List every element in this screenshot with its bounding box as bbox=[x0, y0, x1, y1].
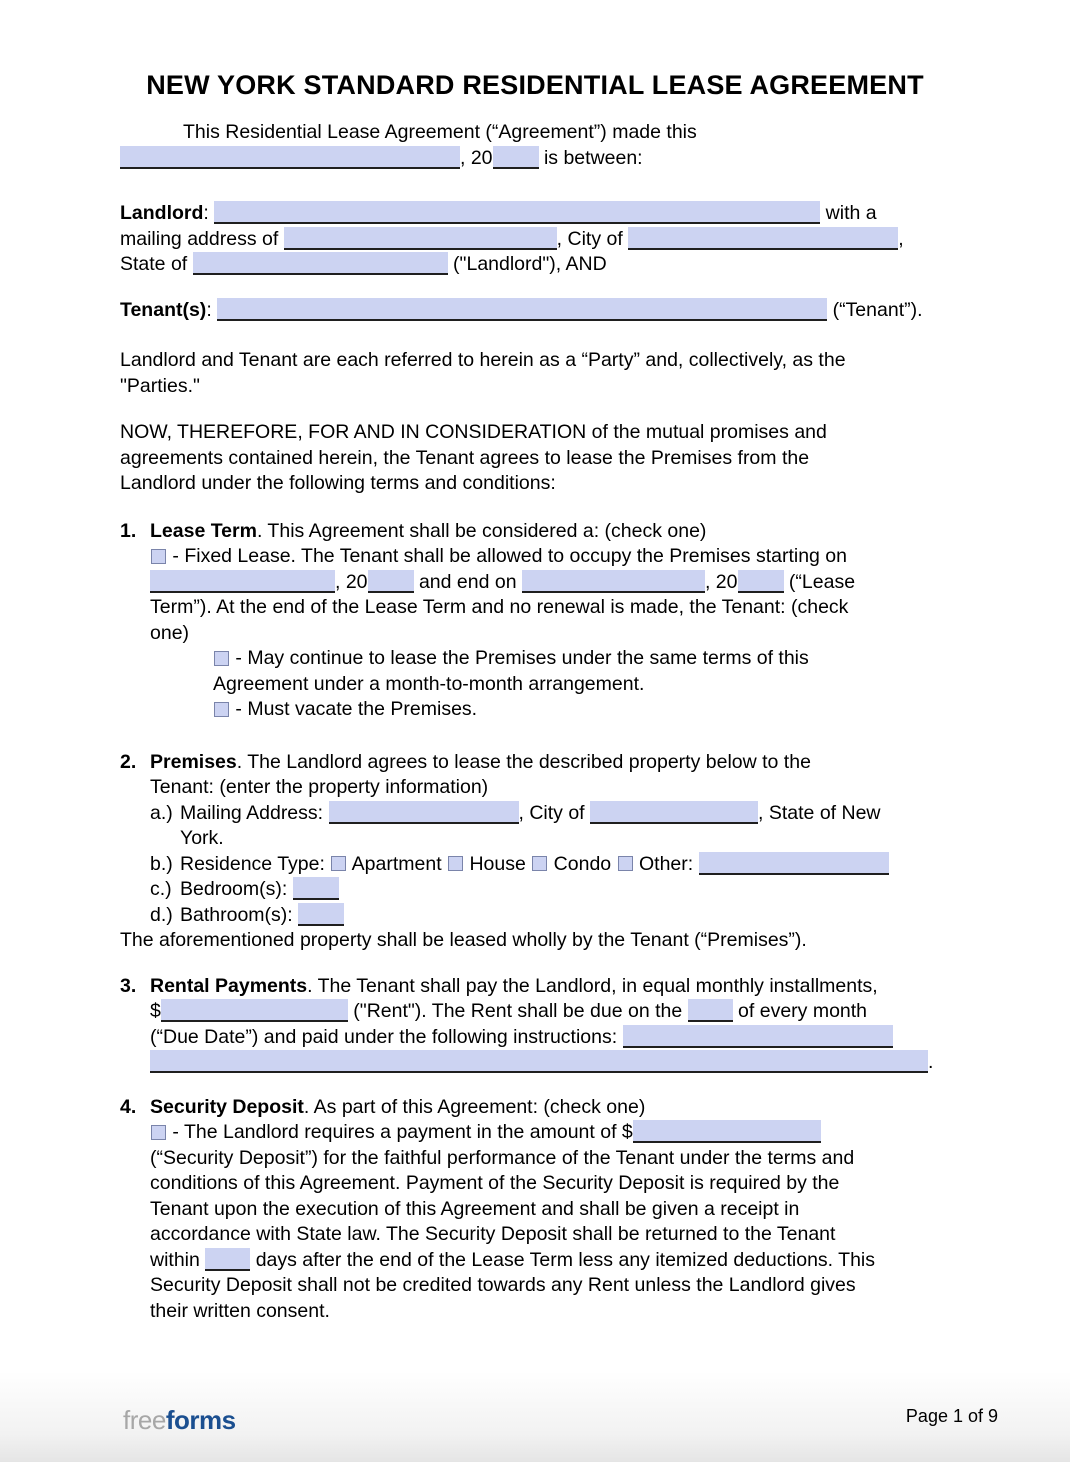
text-line bbox=[120, 146, 950, 172]
text-run: - May continue to lease the Premises under the same terms of this bbox=[230, 647, 809, 669]
section-number: 4. bbox=[120, 1095, 137, 1118]
text-run: accordance with State law. The Security Deposit shall be returned to the Tenant bbox=[150, 1223, 836, 1245]
logo-forms-text: forms bbox=[165, 1405, 236, 1435]
text-line bbox=[120, 252, 950, 278]
blank-input-field[interactable] bbox=[150, 1050, 928, 1073]
blank-input-field[interactable] bbox=[493, 146, 539, 169]
text-line bbox=[150, 1120, 950, 1146]
blank-input-field[interactable] bbox=[623, 1025, 893, 1048]
text-run: (“Tenant”). bbox=[827, 298, 923, 321]
text-run: with a bbox=[820, 202, 877, 224]
text-run: within bbox=[150, 1248, 206, 1271]
text-line bbox=[150, 903, 950, 929]
text-run: This Residential Lease Agreement (“Agreement”) made this bbox=[183, 121, 697, 143]
text-line bbox=[120, 348, 950, 374]
text-run: , bbox=[898, 227, 904, 250]
text-run: Condo bbox=[548, 852, 617, 875]
logo-free-text: free bbox=[123, 1405, 166, 1435]
text-line bbox=[213, 672, 950, 698]
blank-input-field[interactable] bbox=[368, 570, 414, 593]
blank-input-field[interactable] bbox=[738, 570, 784, 593]
text-run: one) bbox=[150, 621, 190, 644]
bold-text-run: Landlord bbox=[120, 202, 204, 224]
text-line bbox=[150, 1197, 950, 1223]
blank-input-field[interactable] bbox=[284, 227, 557, 250]
text-line bbox=[120, 420, 950, 446]
text-run: is between: bbox=[538, 146, 643, 169]
bold-text-run: Premises bbox=[150, 750, 237, 773]
bold-text-run: Tenant(s) bbox=[120, 298, 207, 321]
text-line bbox=[213, 697, 950, 723]
blank-input-field[interactable] bbox=[293, 877, 339, 900]
section-number: 3. bbox=[120, 974, 137, 997]
item-letter: c.) bbox=[150, 878, 172, 900]
section-4-security-deposit bbox=[120, 1095, 950, 1325]
item-letter: d.) bbox=[150, 903, 173, 926]
blank-input-field[interactable] bbox=[120, 146, 460, 169]
text-run: , 20 bbox=[460, 146, 493, 169]
text-run: Bedroom(s): bbox=[180, 878, 293, 900]
text-run: Landlord under the following terms and conditions: bbox=[120, 472, 556, 494]
text-run: . This Agreement shall be considered a: (check one) bbox=[256, 519, 707, 542]
text-line bbox=[150, 1222, 950, 1248]
text-run: their written consent. bbox=[150, 1299, 330, 1322]
text-run: Bathroom(s): bbox=[180, 903, 299, 926]
parties-paragraph bbox=[120, 348, 950, 399]
lease-agreement-page bbox=[0, 72, 1070, 1462]
document-body bbox=[0, 120, 1070, 1324]
text-line bbox=[150, 1273, 950, 1299]
text-run: , 20 bbox=[704, 570, 738, 593]
blank-input-field[interactable] bbox=[150, 570, 335, 593]
landlord-paragraph bbox=[120, 201, 950, 278]
text-line bbox=[120, 974, 950, 1000]
text-line bbox=[150, 852, 950, 878]
text-run: - Must vacate the Premises. bbox=[230, 698, 478, 720]
text-run: Tenant upon the execution of this Agreement and shall be given a receipt in bbox=[150, 1197, 800, 1220]
text-line bbox=[150, 801, 950, 827]
text-run: (“Security Deposit”) for the faithful performance of the Tenant under the terms and bbox=[150, 1146, 855, 1169]
section-3-rental-payments bbox=[120, 974, 950, 1076]
blank-input-field[interactable] bbox=[193, 252, 448, 275]
section-number: 2. bbox=[120, 750, 137, 773]
text-line bbox=[150, 1248, 950, 1274]
text-run: . As part of this Agreement: (check one) bbox=[303, 1095, 646, 1118]
text-run: - Fixed Lease. The Tenant shall be allowed to occupy the Premises starting on bbox=[167, 545, 847, 567]
bold-text-run: Lease Term bbox=[150, 519, 257, 542]
blank-input-field[interactable] bbox=[205, 1248, 250, 1271]
text-run: , City of bbox=[518, 801, 591, 824]
checkbox[interactable] bbox=[618, 856, 633, 871]
text-run: State of bbox=[120, 253, 193, 275]
text-line bbox=[213, 646, 950, 672]
text-line bbox=[150, 621, 950, 647]
checkbox[interactable] bbox=[151, 1125, 166, 1140]
text-run: Security Deposit shall not be credited towards any Rent unless the Landlord gives bbox=[150, 1274, 856, 1296]
text-line bbox=[120, 928, 950, 954]
text-line bbox=[120, 750, 950, 776]
tenant-paragraph bbox=[120, 298, 950, 324]
text-line bbox=[120, 227, 950, 253]
bold-text-run: Rental Payments bbox=[150, 974, 308, 997]
text-run: , City of bbox=[556, 227, 629, 250]
text-run: Agreement under a month-to-month arrangement. bbox=[213, 672, 645, 695]
text-line bbox=[120, 298, 950, 324]
text-run: - The Landlord requires a payment in the amount of $ bbox=[167, 1121, 633, 1143]
intro-paragraph bbox=[120, 120, 950, 171]
text-run: : bbox=[203, 202, 215, 224]
blank-input-field[interactable] bbox=[522, 570, 705, 593]
text-line bbox=[150, 1050, 950, 1076]
text-run: (“Due Date”) and paid under the following instructions: bbox=[150, 1025, 623, 1048]
section-1-lease-term bbox=[120, 519, 950, 723]
text-run: Term”). At the end of the Lease Term and no renewal is made, the Tenant: (check bbox=[150, 596, 849, 618]
text-run: of every month bbox=[732, 1000, 868, 1022]
item-letter: b.) bbox=[150, 852, 173, 875]
text-line bbox=[150, 1171, 950, 1197]
text-run: Tenant: (enter the property information) bbox=[150, 776, 489, 798]
page-footer bbox=[0, 1402, 1070, 1442]
text-line bbox=[120, 471, 950, 497]
text-line bbox=[150, 544, 950, 570]
text-line bbox=[120, 1095, 950, 1121]
text-run: NOW, THEREFORE, FOR AND IN CONSIDERATION of the mutual promises and bbox=[120, 421, 827, 443]
text-run: House bbox=[464, 852, 532, 875]
text-run: $ bbox=[150, 1000, 161, 1022]
text-line bbox=[180, 826, 950, 852]
text-run: "Parties." bbox=[120, 374, 200, 397]
checkbox[interactable] bbox=[532, 856, 547, 871]
blank-input-field[interactable] bbox=[298, 903, 344, 926]
freeforms-logo[interactable] bbox=[123, 1405, 236, 1436]
checkbox[interactable] bbox=[331, 856, 346, 871]
text-line bbox=[150, 1025, 950, 1051]
blank-input-field[interactable] bbox=[688, 999, 733, 1022]
text-run: Mailing Address: bbox=[180, 801, 329, 824]
text-run: days after the end of the Lease Term less any itemized deductions. This bbox=[250, 1248, 875, 1271]
blank-input-field[interactable] bbox=[217, 298, 827, 321]
text-line bbox=[120, 201, 950, 227]
text-run: Apartment bbox=[347, 852, 448, 875]
text-line bbox=[150, 877, 950, 903]
text-run: , State of New bbox=[758, 801, 881, 824]
document-title: NEW YORK STANDARD RESIDENTIAL LEASE AGREEMENT bbox=[146, 70, 924, 100]
text-line bbox=[150, 1299, 950, 1325]
text-line bbox=[183, 120, 950, 146]
text-run: agreements contained herein, the Tenant agrees to lease the Premises from the bbox=[120, 446, 810, 469]
text-run: York. bbox=[180, 827, 224, 849]
blank-input-field[interactable] bbox=[214, 201, 820, 224]
text-run: Residence Type: bbox=[180, 852, 331, 875]
text-run: The aforementioned property shall be leased wholly by the Tenant (“Premises”). bbox=[120, 929, 807, 951]
checkbox[interactable] bbox=[151, 549, 166, 564]
text-line bbox=[150, 595, 950, 621]
section-2-premises bbox=[120, 750, 950, 954]
page-number: Page 1 of 9 bbox=[905, 1406, 998, 1426]
text-run: (“Lease bbox=[783, 570, 856, 593]
text-line bbox=[120, 446, 950, 472]
item-letter: a.) bbox=[150, 801, 173, 824]
blank-input-field[interactable] bbox=[329, 801, 519, 824]
text-run: and end on bbox=[413, 570, 522, 593]
text-run: ("Landlord"), AND bbox=[447, 253, 607, 275]
text-run: Landlord and Tenant are each referred to herein as a “Party” and, collectively, as the bbox=[120, 349, 846, 371]
blank-input-field[interactable] bbox=[699, 852, 889, 875]
text-line bbox=[120, 519, 950, 545]
text-run: , 20 bbox=[335, 570, 368, 593]
text-line bbox=[120, 374, 950, 400]
checkbox[interactable] bbox=[448, 856, 463, 871]
text-run: Other: bbox=[633, 852, 699, 875]
consideration-paragraph bbox=[120, 420, 950, 497]
checkbox[interactable] bbox=[214, 702, 229, 717]
text-run: . The Tenant shall pay the Landlord, in equal monthly installments, bbox=[307, 974, 878, 997]
blank-input-field[interactable] bbox=[633, 1120, 821, 1143]
text-run: : bbox=[206, 298, 218, 321]
text-line bbox=[150, 999, 950, 1025]
section-number: 1. bbox=[120, 519, 137, 542]
blank-input-field[interactable] bbox=[590, 801, 758, 824]
text-run: conditions of this Agreement. Payment of the Security Deposit is required by the bbox=[150, 1172, 840, 1194]
text-line bbox=[150, 1146, 950, 1172]
text-run: . The Landlord agrees to lease the described property below to the bbox=[236, 750, 811, 773]
bold-text-run: Security Deposit bbox=[150, 1095, 304, 1118]
checkbox[interactable] bbox=[214, 651, 229, 666]
text-run: ("Rent"). The Rent shall be due on the bbox=[347, 1000, 688, 1022]
text-line bbox=[150, 570, 950, 596]
blank-input-field[interactable] bbox=[161, 999, 348, 1022]
text-line bbox=[150, 775, 950, 801]
blank-input-field[interactable] bbox=[628, 227, 898, 250]
text-run: . bbox=[928, 1051, 934, 1073]
text-run: mailing address of bbox=[120, 227, 284, 250]
